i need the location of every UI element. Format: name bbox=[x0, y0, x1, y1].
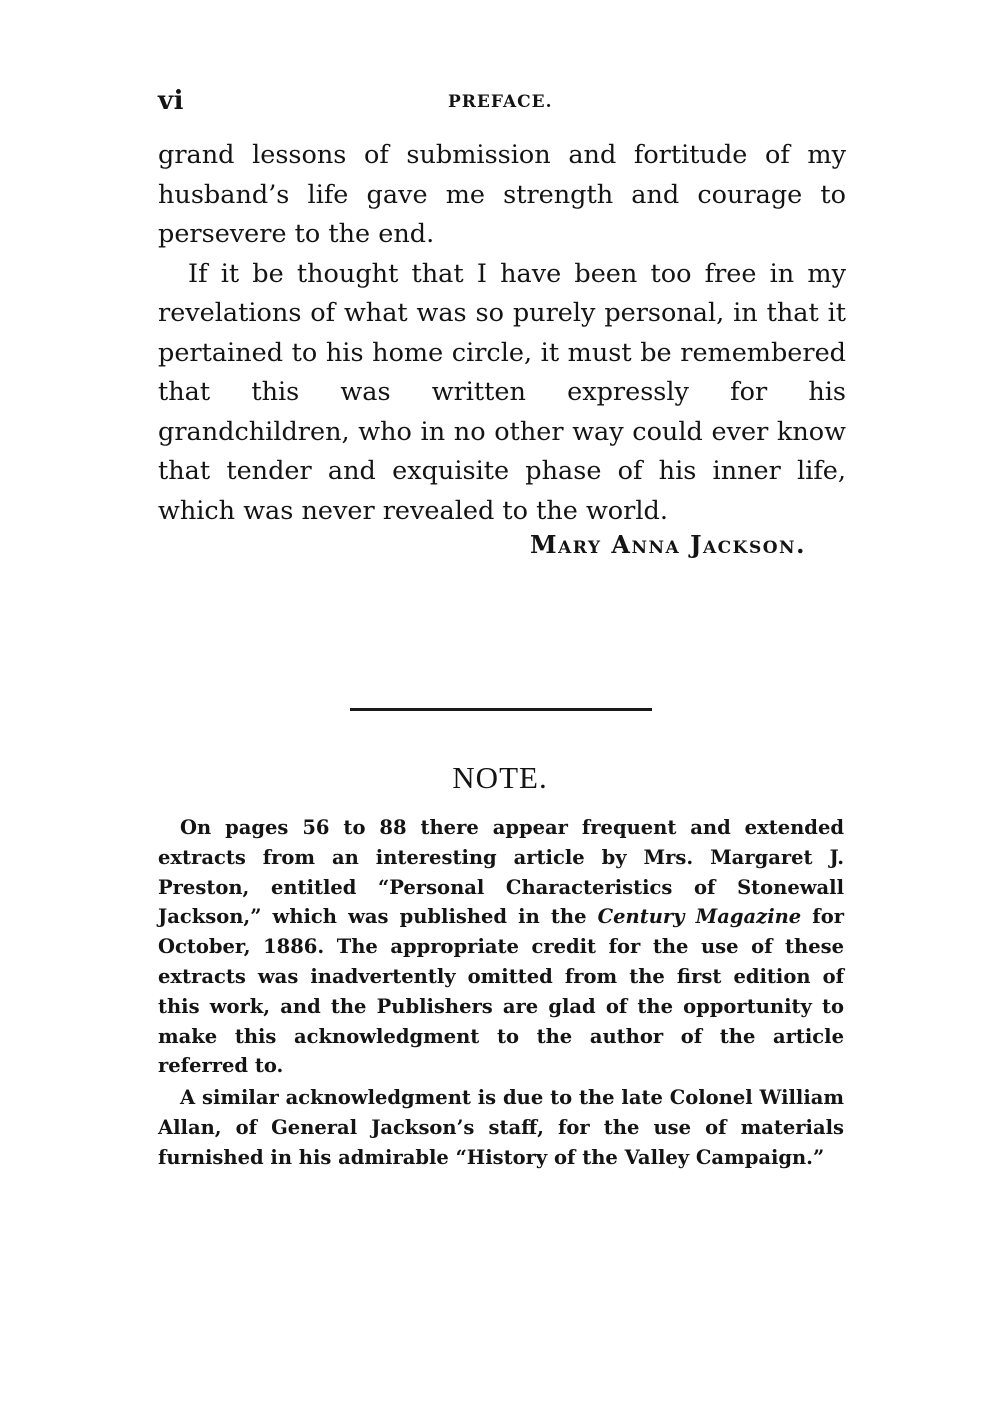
preface-paragraph-2: If it be thought that I have been too free in my revelations of what was so purely personal, in that it pertained to his home circle, it must be remembered that this was written expressly for his grandchildren, who in no other way could ever know that tender and exquisite phase of his inner life, which was never revealed to the world. bbox=[158, 258, 846, 526]
note-paragraph-1-before: On pages 56 to 88 there appear frequent and extended extracts from an interesting article by Mrs. Margaret J. Preston, entitled “Personal Characteristics of Stonewall Jackson,” which was published in the bbox=[158, 816, 844, 929]
running-head: PREFACE. bbox=[448, 92, 553, 112]
preface-body bbox=[158, 136, 846, 531]
page-number: vi bbox=[158, 86, 184, 116]
note-body bbox=[158, 813, 844, 1175]
section-divider bbox=[350, 708, 652, 711]
preface-paragraph-1: grand lessons of submission and fortitude of my husband’s life gave me strength and courage to persevere to the end. bbox=[158, 140, 846, 249]
note-paragraph-1-after: for October, 1886. The appropriate credit for the use of these extracts was inadvertently omitted from the first edition of this work, and the Publishers are glad of the opportunity to make this acknowledgment to the author of the article referred to. bbox=[158, 905, 844, 1078]
page-header bbox=[158, 86, 848, 116]
author-signature: Mary Anna Jackson. bbox=[530, 530, 806, 559]
note-paragraph-2: A similar acknowledgment is due to the late Colonel William Allan, of General Jackson’s staff, for the use of materials furnished in his admirable “History of the Valley Campaign.” bbox=[158, 1086, 844, 1169]
magazine-title: Century Magazine bbox=[597, 905, 802, 929]
note-paragraph-1 bbox=[158, 813, 844, 1081]
note-title: NOTE. bbox=[452, 760, 548, 795]
